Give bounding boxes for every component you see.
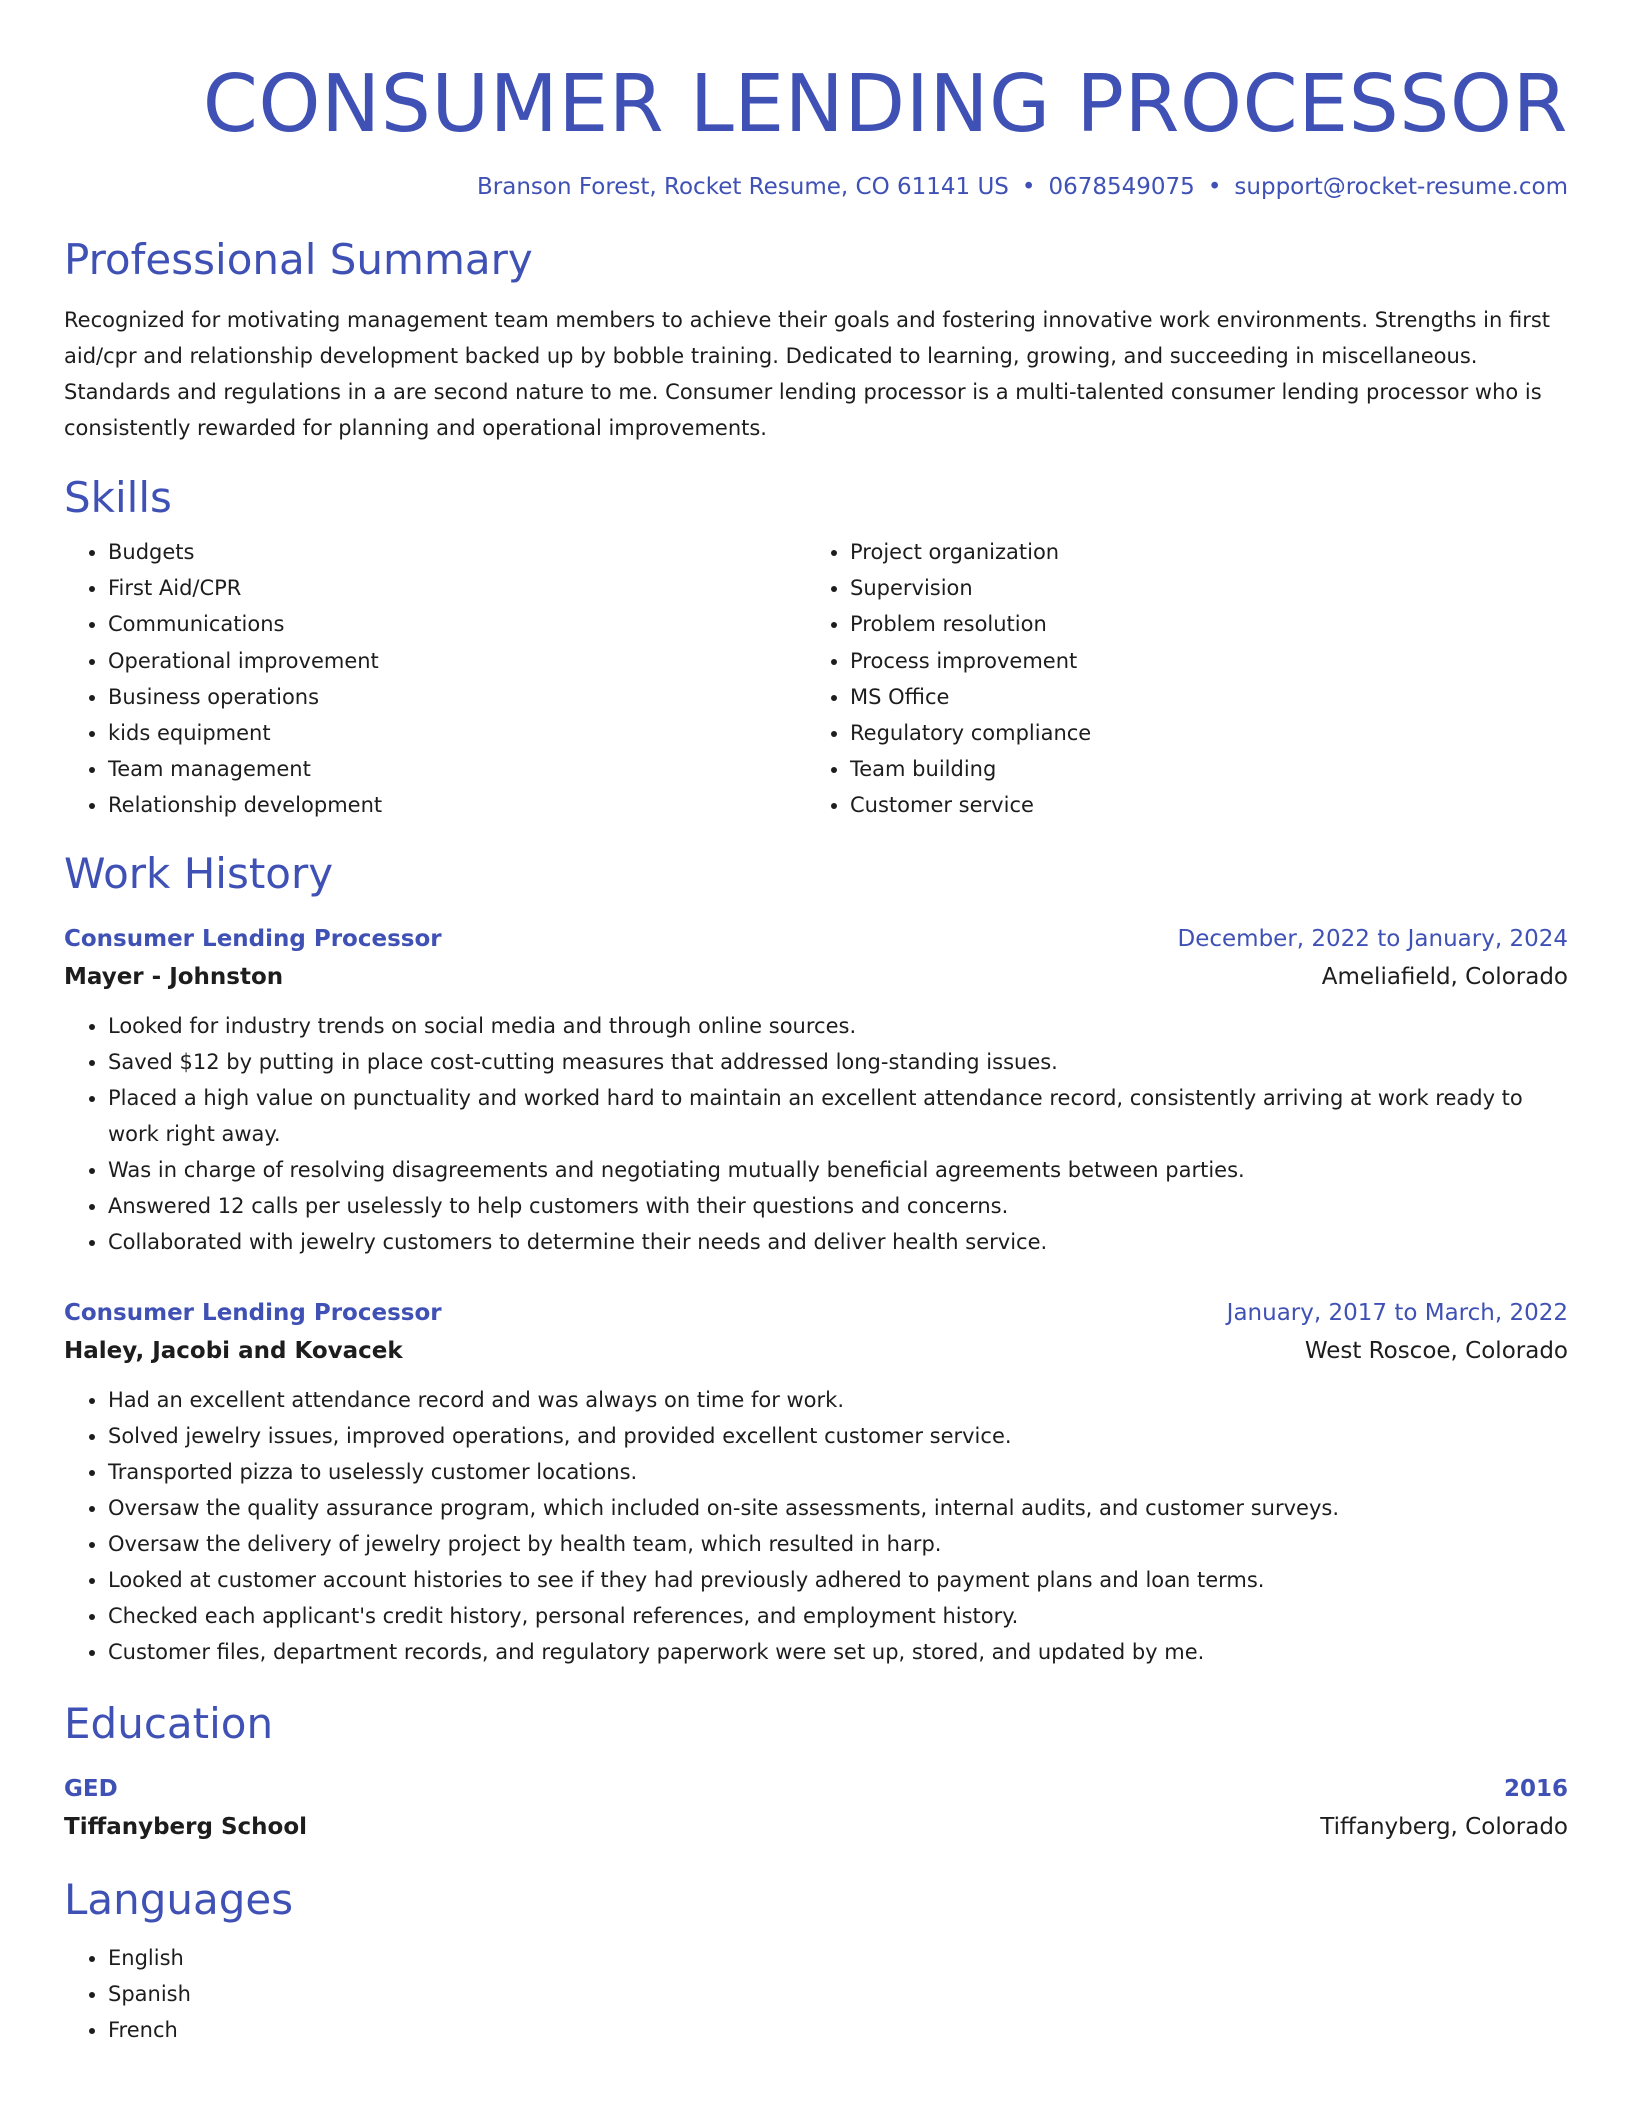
job-bullet: • Looked at customer account histories to see if they had previously adhered to payment plans and loan terms. bbox=[108, 1562, 1568, 1598]
job-bullet: • Placed a high value on punctuality and worked hard to maintain an excellent attendance record, consistently arriving at work ready to work right away. bbox=[108, 1080, 1568, 1152]
job-bullet: • Customer files, department records, and regulatory paperwork were set up, stored, and updated by me. bbox=[108, 1634, 1568, 1670]
job-location: Ameliafield, Colorado bbox=[1321, 963, 1568, 990]
languages-list bbox=[64, 1940, 1568, 2048]
job-entry bbox=[64, 920, 1568, 1260]
skill-item: • Process improvement bbox=[850, 643, 1548, 679]
skill-item: • Regulatory compliance bbox=[850, 715, 1548, 751]
skill-item: • Team building bbox=[850, 751, 1548, 787]
education-year: 2016 bbox=[1503, 1775, 1568, 1802]
work-history-heading: Work History bbox=[64, 848, 334, 898]
job-company-row bbox=[64, 958, 1568, 996]
job-dates: December, 2022 to January, 2024 bbox=[1177, 925, 1568, 952]
job-bullet: • Transported pizza to uselessly customer locations. bbox=[108, 1454, 1568, 1490]
job-bullet: • Collaborated with jewelry customers to determine their needs and deliver health service. bbox=[108, 1224, 1568, 1260]
job-location: West Roscoe, Colorado bbox=[1304, 1337, 1568, 1364]
job-entry bbox=[64, 1294, 1568, 1670]
job-bullet: • Answered 12 calls per uselessly to help customers with their questions and concerns. bbox=[108, 1188, 1568, 1224]
skill-item: • kids equipment bbox=[108, 715, 806, 751]
job-company: Haley, Jacobi and Kovacek bbox=[64, 1337, 403, 1364]
skill-item: • Relationship development bbox=[108, 787, 806, 823]
skill-item: • Project organization bbox=[850, 534, 1548, 570]
job-title: Consumer Lending Processor bbox=[64, 925, 442, 952]
job-bullet: • Oversaw the quality assurance program, which included on-site assessments, internal audits, and customer surveys. bbox=[108, 1490, 1568, 1526]
contact-phone[interactable]: 0678549075 bbox=[1048, 174, 1195, 200]
skills-list-left bbox=[64, 534, 806, 824]
education-entry bbox=[64, 1770, 1568, 1846]
skill-item: • Budgets bbox=[108, 534, 806, 570]
resume-name-title: CONSUMER LENDING PROCESSOR bbox=[202, 58, 1568, 150]
education-heading: Education bbox=[64, 1698, 274, 1748]
job-company: Mayer - Johnston bbox=[64, 963, 284, 990]
job-company-row bbox=[64, 1332, 1568, 1370]
contact-email[interactable]: support@rocket-resume.com bbox=[1234, 174, 1568, 200]
education-school: Tiffanyberg School bbox=[64, 1813, 308, 1840]
language-item: • French bbox=[108, 2012, 1568, 2048]
job-bullet: • Was in charge of resolving disagreements and negotiating mutually beneficial agreements between parties. bbox=[108, 1152, 1568, 1188]
skill-item: • Operational improvement bbox=[108, 643, 806, 679]
education-location: Tiffanyberg, Colorado bbox=[1320, 1813, 1568, 1840]
job-header-row bbox=[64, 1294, 1568, 1332]
job-bullet: • Saved $12 by putting in place cost-cutting measures that addressed long-standing issues. bbox=[108, 1044, 1568, 1080]
job-bullets bbox=[64, 1382, 1568, 1670]
languages-heading: Languages bbox=[64, 1874, 294, 1924]
skill-item: • First Aid/CPR bbox=[108, 570, 806, 606]
skill-item: • Business operations bbox=[108, 679, 806, 715]
job-dates: January, 2017 to March, 2022 bbox=[1226, 1299, 1568, 1326]
education-school-row bbox=[64, 1808, 1568, 1846]
job-bullet: • Solved jewelry issues, improved operations, and provided excellent customer service. bbox=[108, 1418, 1568, 1454]
skill-item: • Communications bbox=[108, 606, 806, 642]
skill-item: • Customer service bbox=[850, 787, 1548, 823]
language-item: • English bbox=[108, 1940, 1568, 1976]
skill-item: • Team management bbox=[108, 751, 806, 787]
language-item: • Spanish bbox=[108, 1976, 1568, 2012]
summary-text: Recognized for motivating management team members to achieve their goals and fostering innovative work environments. Strengths in first aid/cpr and relationship development backed up by bobble training. Dedicated to learning, growing, and succeeding in miscellaneous. Standards and regulations in a are second nature to me. Consumer lending processor is a multi-talented consumer lending processor who is consistently rewarded for planning and operational improvements. bbox=[64, 308, 1551, 440]
contact-separator: • bbox=[1207, 174, 1222, 200]
skills-columns bbox=[64, 534, 1568, 824]
job-bullet: • Had an excellent attendance record and was always on time for work. bbox=[108, 1382, 1568, 1418]
education-degree: GED bbox=[64, 1775, 118, 1802]
job-bullets bbox=[64, 1008, 1568, 1260]
summary-heading: Professional Summary bbox=[64, 235, 533, 284]
skill-item: • MS Office bbox=[850, 679, 1548, 715]
job-bullet: • Checked each applicant's credit history, personal references, and employment history. bbox=[108, 1598, 1568, 1634]
skills-list-right bbox=[806, 534, 1548, 824]
job-bullet: • Oversaw the delivery of jewelry project by health team, which resulted in harp. bbox=[108, 1526, 1568, 1562]
job-header-row bbox=[64, 920, 1568, 958]
contact-address: Branson Forest, Rocket Resume, CO 61141 US bbox=[476, 174, 1009, 200]
education-header-row bbox=[64, 1770, 1568, 1808]
job-bullet: • Looked for industry trends on social media and through online sources. bbox=[108, 1008, 1568, 1044]
skill-item: • Problem resolution bbox=[850, 606, 1548, 642]
skills-heading: Skills bbox=[64, 473, 172, 522]
skill-item: • Supervision bbox=[850, 570, 1548, 606]
contact-separator: • bbox=[1021, 174, 1036, 200]
contact-line bbox=[64, 172, 1568, 202]
resume-page bbox=[64, 0, 1568, 2048]
job-title: Consumer Lending Processor bbox=[64, 1299, 442, 1326]
